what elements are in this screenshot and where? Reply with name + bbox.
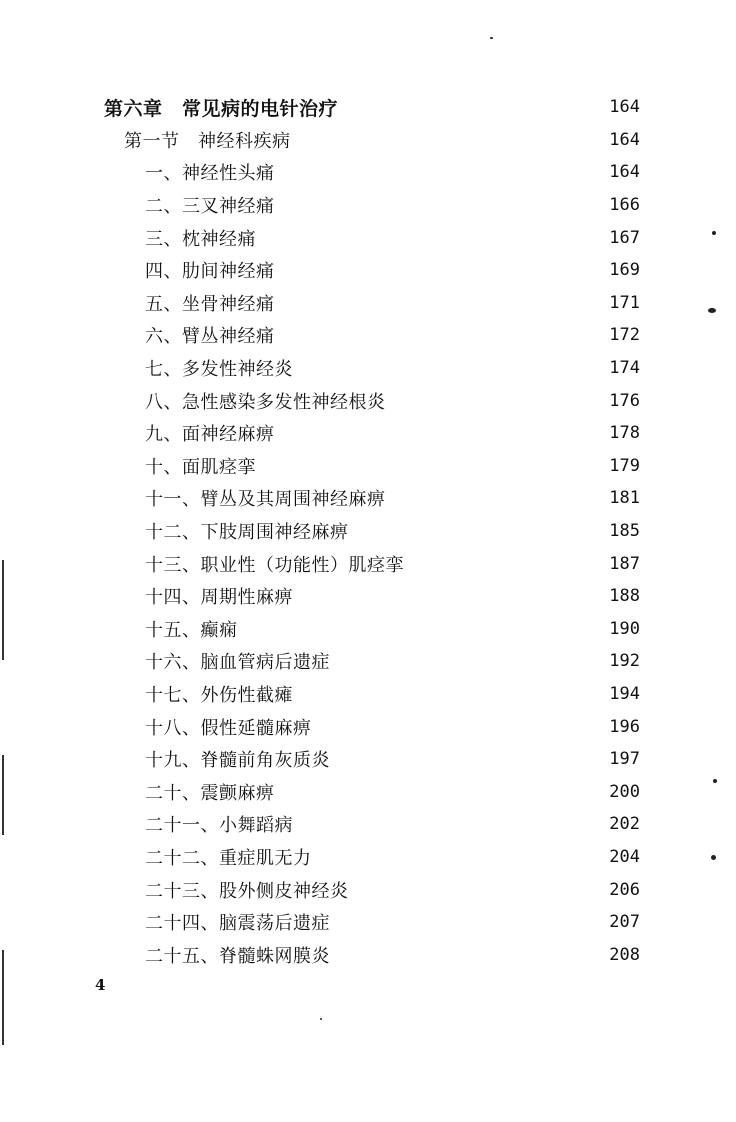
toc-entry-title: 第六章 常见病的电针治疗 [104, 97, 339, 120]
toc-entry-page: 196 [609, 716, 640, 737]
toc-dot-leader [297, 359, 600, 377]
toc-entry-title: 三、枕神经痛 [145, 228, 256, 250]
toc-entry-page: 167 [609, 227, 640, 248]
toc-dot-leader [279, 424, 601, 442]
toc-entry-page: 171 [609, 292, 640, 313]
toc-entry [0, 547, 736, 580]
toc-dot-leader [279, 163, 601, 181]
toc-entry [0, 710, 736, 743]
toc-entry-title: 十三、职业性（功能性）肌痉挛 [145, 554, 404, 576]
toc-dot-leader [390, 489, 601, 507]
toc-entry [0, 156, 736, 189]
toc-entry-title: 八、急性感染多发性神经根炎 [145, 391, 386, 413]
toc-entry-title: 十七、外伤性截瘫 [145, 684, 293, 706]
toc-dot-leader [353, 522, 601, 540]
toc-entry [0, 841, 736, 874]
toc-entry-page: 204 [609, 846, 640, 867]
toc-dot-leader [242, 620, 601, 638]
toc-entry-page: 174 [609, 358, 640, 379]
toc-entry-page: 194 [609, 683, 640, 704]
scan-speck [713, 779, 717, 783]
toc-entry-page: 164 [609, 97, 640, 118]
toc-dot-leader [297, 815, 600, 833]
toc-dot-leader [334, 913, 600, 931]
toc-entry-title: 十六、脑血管病后遗症 [145, 652, 330, 674]
toc-section-entry [0, 124, 736, 157]
toc-entry-page: 188 [609, 586, 640, 607]
toc-entry-title: 七、多发性神经炎 [145, 359, 293, 381]
toc-entry [0, 808, 736, 841]
scan-margin-line [2, 560, 4, 660]
toc-dot-leader [390, 392, 601, 410]
toc-entry [0, 678, 736, 711]
toc-dot-leader [334, 946, 600, 964]
toc-entry-page: 206 [609, 879, 640, 900]
toc-entry-title: 九、面神经麻痹 [145, 424, 275, 446]
toc-dot-leader [279, 783, 601, 801]
toc-entry [0, 580, 736, 613]
toc-dot-leader [334, 750, 600, 768]
toc-entry-page: 164 [609, 162, 640, 183]
scan-speck [711, 855, 716, 860]
toc-entry-page: 187 [609, 553, 640, 574]
toc-entry-title: 二十一、小舞蹈病 [145, 815, 293, 837]
toc-dot-leader [279, 294, 601, 312]
toc-entry [0, 775, 736, 808]
toc-dot-leader [408, 555, 600, 573]
toc-entry-page: 185 [609, 521, 640, 542]
toc-dot-leader [260, 457, 600, 475]
toc-entry-page: 166 [609, 195, 640, 216]
toc-entry-title: 十二、下肢周围神经麻痹 [145, 522, 349, 544]
toc-entry-page: 192 [609, 651, 640, 672]
toc-entry-page: 164 [609, 129, 640, 150]
toc-entry-page: 172 [609, 325, 640, 346]
toc-entry-title: 二十二、重症肌无力 [145, 847, 312, 869]
toc-entry-page: 190 [609, 618, 640, 639]
toc-entry-page: 202 [609, 814, 640, 835]
toc-entry [0, 938, 736, 971]
toc-entry [0, 906, 736, 939]
toc-entry-page: 197 [609, 749, 640, 770]
toc-dot-leader [279, 261, 601, 279]
toc-entry-page: 181 [609, 488, 640, 509]
page-number: 4 [95, 976, 106, 994]
toc-dot-leader [260, 229, 600, 247]
scan-margin-line [2, 950, 4, 1045]
toc-entry [0, 450, 736, 483]
toc-entry-title: 二十五、脊髓蛛网膜炎 [145, 945, 330, 967]
toc-entry [0, 417, 736, 450]
toc-entry-title: 十八、假性延髓麻痹 [145, 717, 312, 739]
toc-entry-title: 二、三叉神经痛 [145, 196, 275, 218]
toc-dot-leader [279, 196, 601, 214]
toc-entry-title: 十九、脊髓前角灰质炎 [145, 750, 330, 772]
toc-entry-page: 176 [609, 390, 640, 411]
toc-entry-title: 六、臂丛神经痛 [145, 326, 275, 348]
toc-entry [0, 287, 736, 320]
toc-entry-page: 207 [609, 912, 640, 933]
toc-entry [0, 515, 736, 548]
scan-speck [712, 231, 716, 235]
scan-speck [320, 1018, 322, 1020]
toc-entry-title: 十四、周期性麻痹 [145, 587, 293, 609]
toc-entry [0, 645, 736, 678]
toc-entry-title: 二十四、脑震荡后遗症 [145, 913, 330, 935]
toc-dot-leader [334, 652, 600, 670]
toc-entry-page: 169 [609, 260, 640, 281]
toc-entry-page: 208 [609, 944, 640, 965]
table-of-contents [0, 91, 736, 971]
toc-entry-title: 五、坐骨神经痛 [145, 293, 275, 315]
toc-dot-leader [316, 848, 601, 866]
toc-chapter-entry [0, 91, 736, 124]
toc-entry [0, 873, 736, 906]
toc-entry-page: 200 [609, 781, 640, 802]
scan-speck [490, 37, 493, 39]
toc-entry-title: 十、面肌痉挛 [145, 456, 256, 478]
toc-entry-title: 十一、臂丛及其周围神经麻痹 [145, 489, 386, 511]
toc-dot-leader [316, 718, 601, 736]
toc-entry-title: 二十三、股外侧皮神经炎 [145, 880, 349, 902]
toc-entry [0, 189, 736, 222]
toc-entry [0, 482, 736, 515]
toc-entry-title: 一、神经性头痛 [145, 163, 275, 185]
toc-entry [0, 352, 736, 385]
toc-entry-page: 178 [609, 423, 640, 444]
toc-entry [0, 221, 736, 254]
toc-entry [0, 384, 736, 417]
toc-dot-leader [279, 326, 601, 344]
toc-entry-title: 二十、震颤麻痹 [145, 782, 275, 804]
toc-dot-leader [295, 131, 601, 149]
toc-dot-leader [353, 881, 601, 899]
toc-entry [0, 743, 736, 776]
toc-entry [0, 254, 736, 287]
toc-entry [0, 319, 736, 352]
toc-entry-title: 四、肋间神经痛 [145, 261, 275, 283]
toc-dot-leader [342, 98, 600, 116]
toc-entry [0, 613, 736, 646]
toc-dot-leader [297, 587, 600, 605]
toc-entry-title: 第一节 神经科疾病 [124, 130, 291, 152]
toc-entry-page: 179 [609, 455, 640, 476]
scan-speck [708, 308, 716, 313]
scan-margin-line [2, 755, 4, 835]
toc-entry-title: 十五、癫痫 [145, 619, 238, 641]
toc-dot-leader [297, 685, 600, 703]
